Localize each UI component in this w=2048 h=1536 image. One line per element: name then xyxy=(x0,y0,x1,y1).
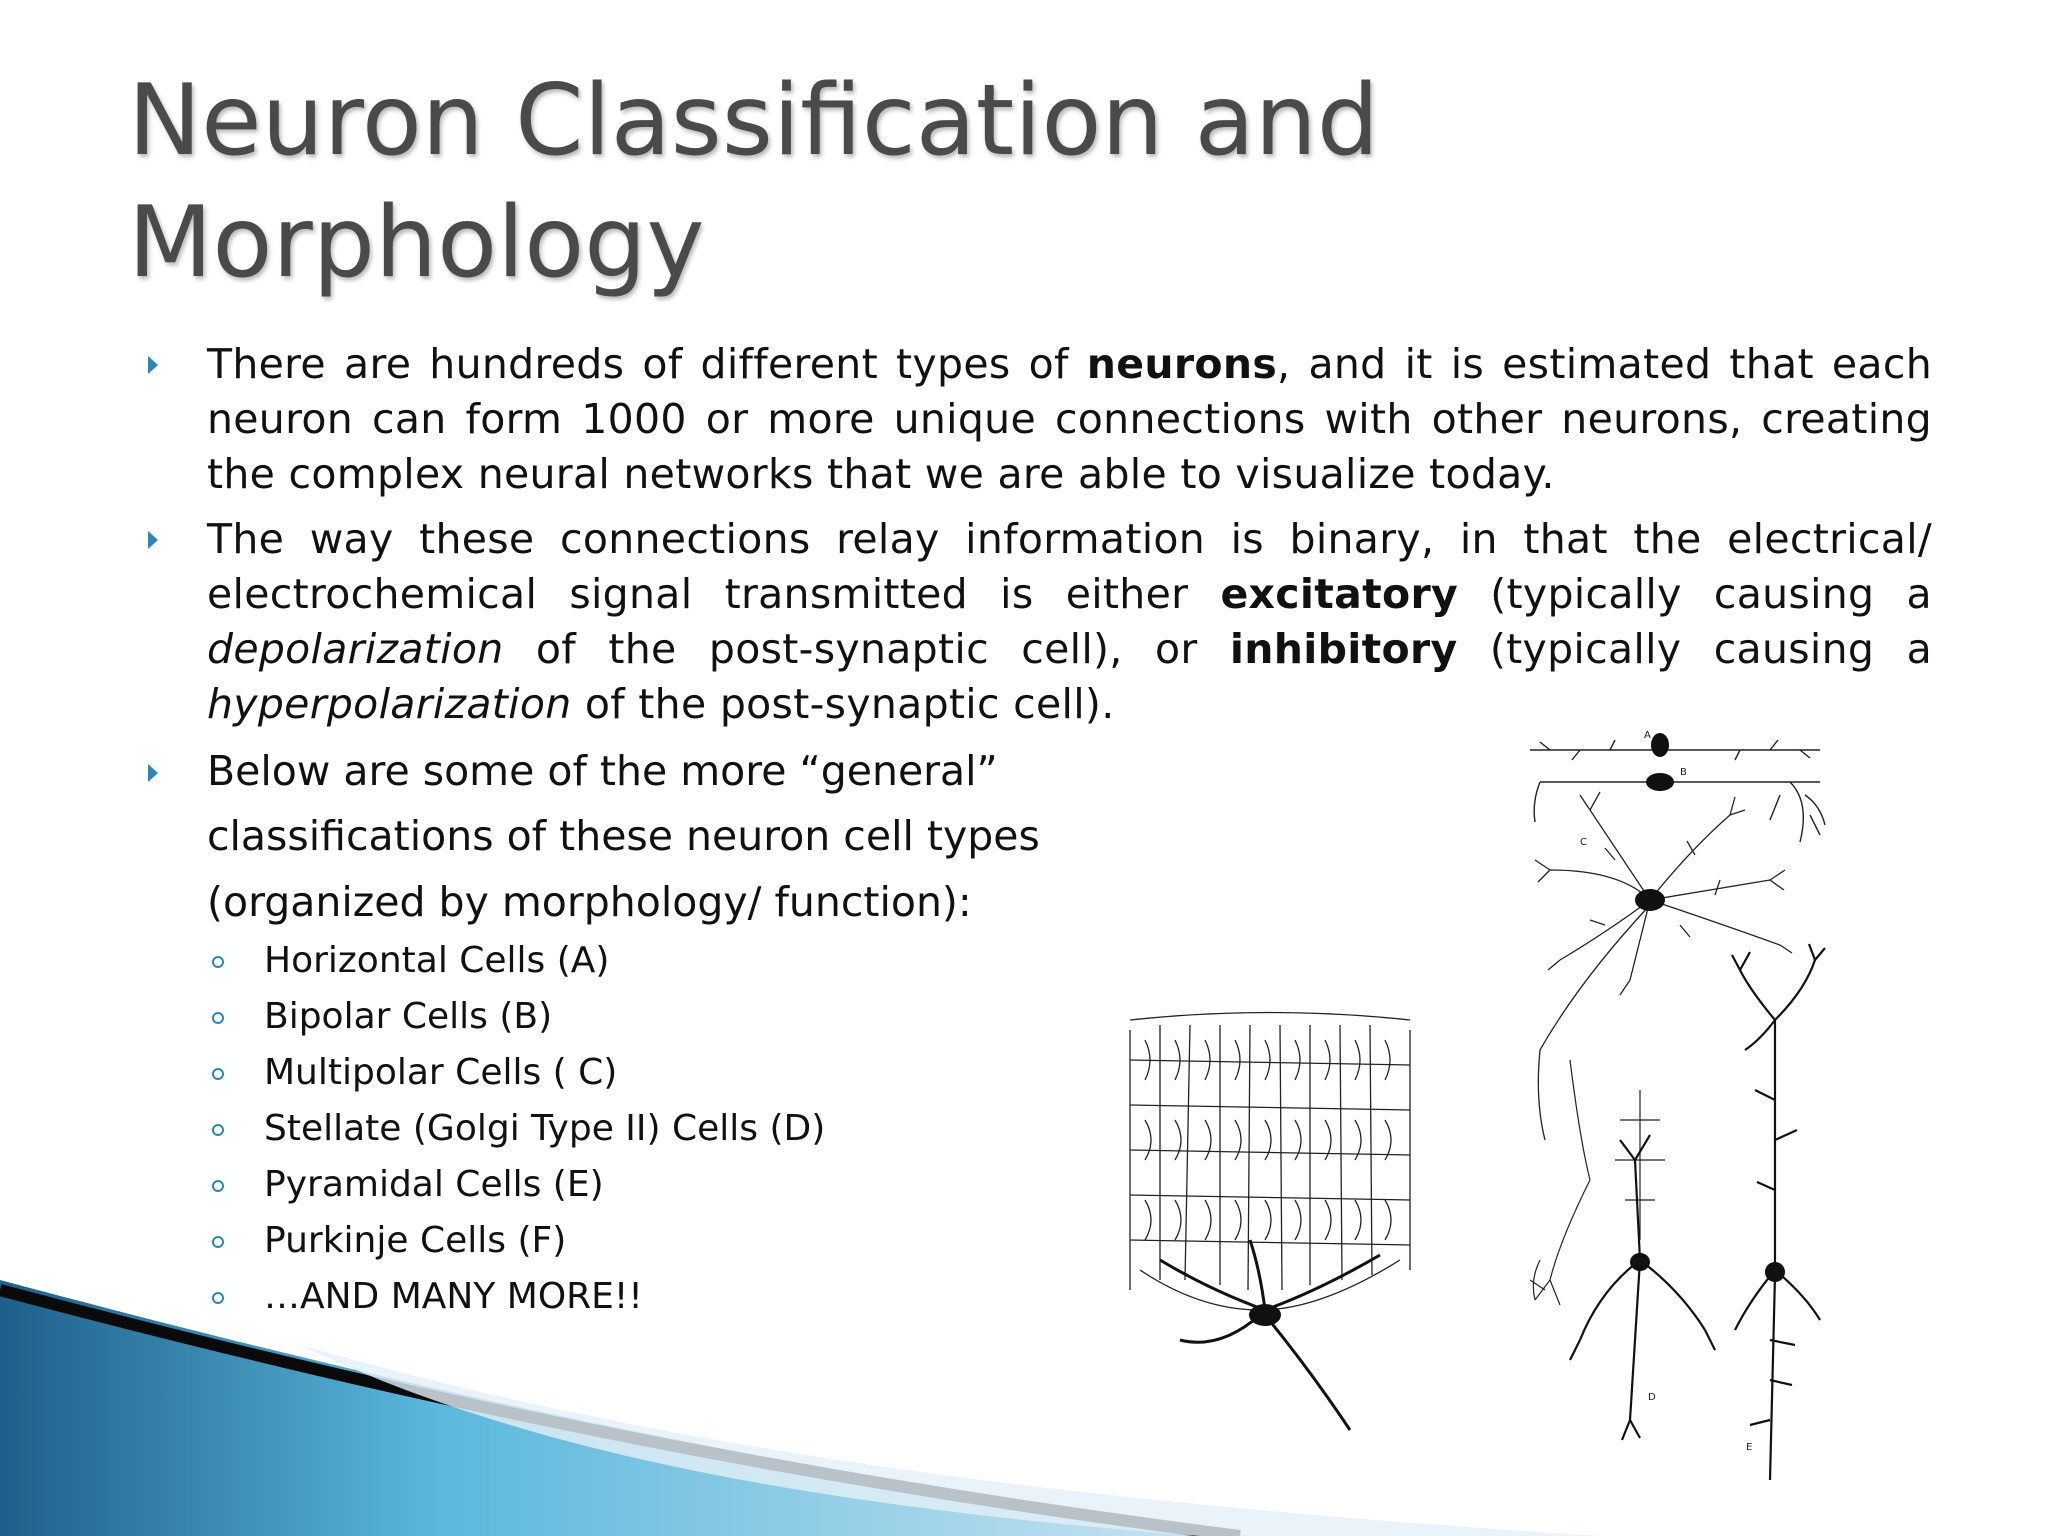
circle-bullet-icon xyxy=(212,1236,224,1248)
multipolar-cell-soma xyxy=(1635,889,1665,911)
bipolar-cell xyxy=(1534,782,1825,842)
slide-title-line-2: Morphology xyxy=(128,186,705,300)
list-item: …AND MANY MORE!! xyxy=(264,1276,643,1317)
figure-label-e: E xyxy=(1746,1442,1753,1453)
bullet-arrow-icon xyxy=(148,356,158,374)
neuron-types-illustration xyxy=(1520,720,1840,1490)
bullet-arrow-icon xyxy=(148,531,158,549)
paragraph-text: of the post-synaptic cell). xyxy=(571,680,1115,728)
list-item: Horizontal Cells (A) xyxy=(264,940,610,981)
horizontal-cell xyxy=(1530,740,1820,760)
purkinje-soma xyxy=(1249,1304,1281,1326)
circle-bullet-icon xyxy=(212,1012,224,1024)
slide-title-line-1: Neuron Classification and xyxy=(128,64,1380,178)
circle-bullet-icon xyxy=(212,1180,224,1192)
term-excitatory: excitatory xyxy=(1220,570,1459,618)
figure-label-d: D xyxy=(1648,1392,1656,1403)
paragraph-classification-line-1: Below are some of the more “general” xyxy=(207,747,998,795)
figure-label-b: B xyxy=(1680,767,1687,778)
slide-title xyxy=(128,60,1628,304)
paragraph-text: (typically causing a xyxy=(1457,625,1932,673)
list-item: Multipolar Cells ( C) xyxy=(264,1052,618,1093)
pyramidal-cell-e xyxy=(1732,944,1825,1480)
term-inhibitory: inhibitory xyxy=(1229,625,1458,673)
list-item: Stellate (Golgi Type II) Cells (D) xyxy=(264,1108,826,1149)
list-item: Purkinje Cells (F) xyxy=(264,1220,567,1261)
paragraph-signal-types xyxy=(207,512,1932,732)
list-item: Pyramidal Cells (E) xyxy=(264,1164,604,1205)
horizontal-cell-soma xyxy=(1651,733,1669,757)
bullet-arrow-icon xyxy=(148,764,158,782)
paragraph-classification-line-2: classifications of these neuron cell types xyxy=(207,812,1040,860)
figure-label-c: C xyxy=(1580,837,1587,848)
paragraph-text: of the post-synaptic cell), or xyxy=(503,625,1230,673)
paragraph-classification-line-3: (organized by morphology/ function): xyxy=(207,878,972,926)
circle-bullet-icon xyxy=(212,1068,224,1080)
purkinje-cell-illustration xyxy=(1120,1010,1420,1450)
list-item: Bipolar Cells (B) xyxy=(264,996,553,1037)
term-depolarization: depolarization xyxy=(207,625,504,673)
term-hyperpolarization: hyperpolarization xyxy=(207,680,572,728)
term-neurons: neurons xyxy=(1086,340,1278,388)
bipolar-cell-soma xyxy=(1646,773,1674,791)
paragraph-neuron-types xyxy=(207,337,1932,502)
figure-label-a: A xyxy=(1644,730,1651,741)
paragraph-text: There are hundreds of different types of xyxy=(207,340,1087,388)
paragraph-text: , and it is estimated that each neuron can form 1000 or more unique connections with other neurons, creating the complex neural networks that we are able to visualize today. xyxy=(207,340,1932,498)
pyramidal-cell-d-soma xyxy=(1630,1253,1650,1271)
circle-bullet-icon xyxy=(212,956,224,968)
pyramidal-cell-d xyxy=(1570,1135,1715,1440)
paragraph-text: The way these connections relay information is binary, in that the electrical/ electrochemical signal transmitted is either xyxy=(207,515,1932,618)
paragraph-text: (typically causing a xyxy=(1458,570,1932,618)
pyramidal-cell-e-soma xyxy=(1765,1262,1785,1282)
circle-bullet-icon xyxy=(212,1124,224,1136)
purkinje-main-branches xyxy=(1160,1240,1380,1430)
